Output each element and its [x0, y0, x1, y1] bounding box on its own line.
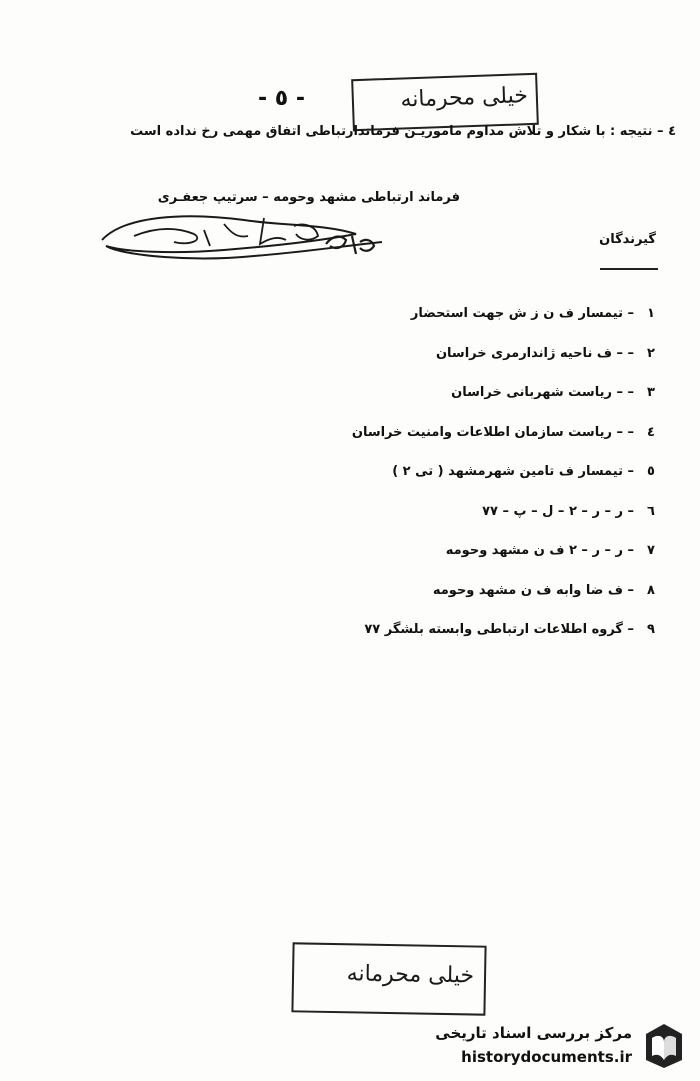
watermark-url: historydocuments.ir: [461, 1048, 632, 1066]
handwritten-signature: [94, 206, 394, 276]
list-item: [200, 413, 660, 453]
list-item: [200, 294, 660, 334]
commander-signature-line: فرماند ارتباطی مشهد وحومه – سرتیپ جعفـری: [157, 190, 460, 205]
list-item: [200, 373, 660, 413]
stamp-text: خیلی محرمانه: [400, 83, 529, 113]
watermark-name: مرکز بررسی اسناد تاریخی: [435, 1024, 632, 1042]
classification-stamp-top: [351, 73, 539, 131]
item-number: ٩: [647, 622, 655, 638]
item-number: ٧: [647, 543, 655, 559]
heading-underline: [600, 268, 658, 270]
item-text: – تیمسار ف ن ز ش جهت استحضار: [410, 306, 634, 322]
page-number: - ٥ -: [258, 86, 306, 111]
item-text: – – ریاست سازمان اطلاعات وامنیت خراسان: [351, 424, 634, 440]
item-number: ١: [647, 306, 655, 322]
result-paragraph: ٤ – نتیجه : با شکار و تلاش مداوم ماموریـن فرماندارتباطی اتفاق مهمی رخ نداده است: [130, 124, 676, 139]
book-logo-icon: [642, 1020, 686, 1070]
list-item: [200, 610, 660, 650]
recipient-list: [200, 294, 660, 650]
item-text: – – ریاست شهربانی خراسان: [451, 385, 634, 401]
item-text: – – ف ناحیه ژاندارمری خراسان: [435, 345, 634, 361]
list-item: [200, 334, 660, 374]
item-number: ٣: [647, 385, 655, 401]
item-number: ٤: [647, 424, 655, 440]
item-text: – ر – ر – ٢ ف ن مشهد وحومه: [445, 543, 634, 559]
recipients-heading: گیرندگان: [599, 232, 656, 247]
list-item: [200, 571, 660, 611]
list-item: [200, 531, 660, 571]
classification-stamp-bottom: [291, 942, 486, 1015]
item-number: ٢: [647, 345, 655, 361]
item-number: ٨: [647, 582, 655, 598]
item-text: – ر – ر – ٢ – ل – پ – ٧٧: [482, 503, 634, 519]
item-text: – ف ضا وابه ف ن مشهد وحومه: [432, 582, 634, 598]
stamp-text: خیلی محرمانه: [346, 961, 475, 989]
item-text: – گروه اطلاعات ارتباطی وابسته بلشگر ٧٧: [364, 622, 634, 638]
watermark: [410, 1016, 692, 1076]
item-number: ٥: [647, 464, 655, 480]
item-text: – تیمسار ف تامین شهرمشهد ( تی ٢ ): [392, 464, 634, 480]
list-item: [200, 492, 660, 532]
item-number: ٦: [647, 503, 655, 519]
list-item: [200, 452, 660, 492]
